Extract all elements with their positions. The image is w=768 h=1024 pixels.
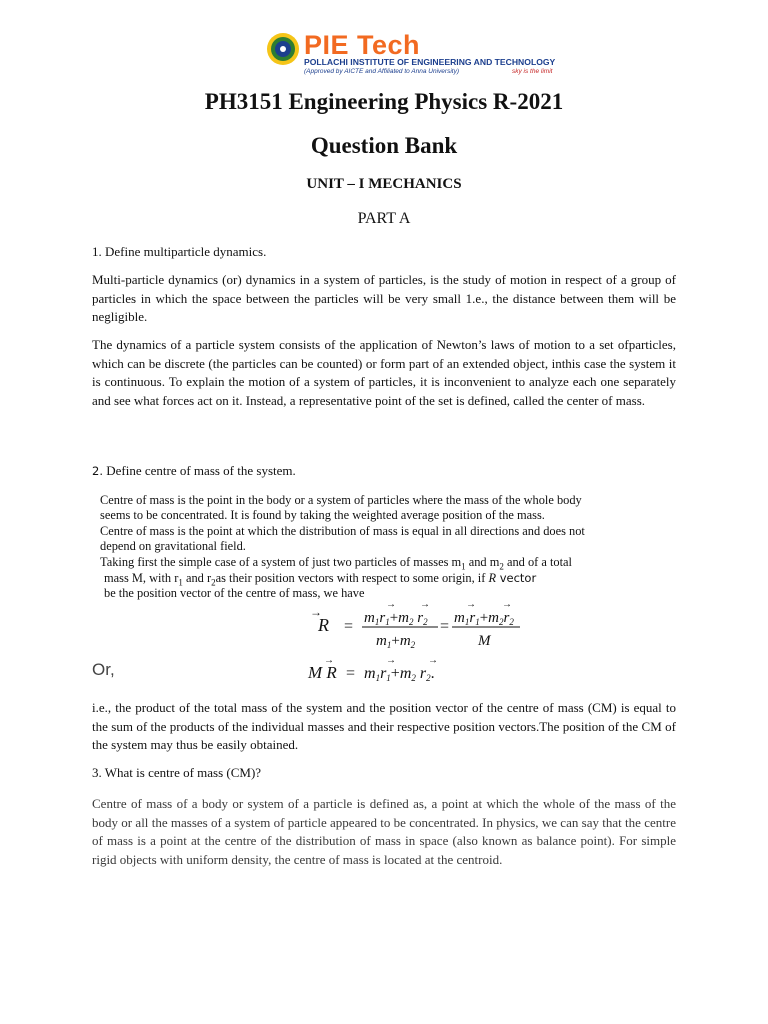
answer-2-line-6: mass M, with $r_1$ and $r_2as$ their position vectors with respect to some origin, if R vector: [104, 571, 537, 588]
logo-name: PIE Tech: [304, 30, 421, 60]
svg-text:→: →: [324, 655, 334, 666]
svg-text:m1r1+m2 r2: $m_1r_1+m_2$ $r_2$: [364, 610, 428, 627]
part-title: PART A: [357, 210, 411, 227]
formula-graphic-2: [306, 652, 466, 686]
document-title: Question Bank: [310, 133, 458, 158]
svg-text:=: =: [346, 665, 356, 682]
formula-graphic: [306, 598, 526, 654]
mass-position-formula: [306, 652, 466, 686]
institute-name: POLLACHI INSTITUTE OF ENGINEERING AND TECHNOLOGY: [304, 57, 556, 67]
course-title: PH3151 Engineering Physics R-2021: [204, 89, 564, 114]
R-symbol: R: [318, 615, 329, 635]
svg-text:→: →: [466, 599, 476, 610]
svg-text:m1+m2: $m_1+m_2$: [376, 633, 416, 650]
institute-logo: [266, 32, 300, 66]
svg-text:→: →: [420, 599, 430, 610]
or-label: Or,: [92, 660, 115, 679]
svg-text:→: →: [310, 605, 322, 619]
answer-2-line-3: Centre of mass is the point at which the distribution of mass is equal in all directions and does not: [100, 524, 585, 538]
centre-of-mass-formula: [306, 598, 526, 654]
tagline: sky is the limit: [512, 68, 553, 75]
svg-text:=: =: [344, 618, 354, 635]
unit-title: UNIT – I MECHANICS: [306, 176, 462, 192]
answer-2-line-7: be the position vector of the centre of mass, we have: [104, 586, 365, 600]
svg-text:→: →: [386, 599, 396, 610]
answer-2-line-4: depend on gravitational field.: [100, 539, 246, 553]
question-2-text: Define centre of mass of the system.: [106, 463, 296, 478]
answer-2-line-2: seems to be concentrated. It is found by taking the weighted average position of the mass.: [100, 508, 545, 522]
answer-2-explanation: i.e., the product of the total mass of the system and the position vector of the centre of mass (CM) is equal to the sum of the products of the individual masses and their respective position vectors.The position of the CM of the system may thus be easily obtained.: [92, 700, 676, 752]
question-2: [92, 463, 296, 479]
svg-text:M R: M R: [308, 663, 337, 682]
answer-2-line-5: Taking first the simple case of a system of just two particles of masses $m_1$ and $m_2$ and of a total: [100, 555, 572, 572]
svg-text:→: →: [386, 655, 396, 666]
svg-text:→: →: [428, 655, 438, 666]
svg-text:→: →: [502, 599, 512, 610]
svg-text:=: =: [440, 618, 450, 635]
question-1: 1. Define multiparticle dynamics.: [92, 244, 267, 259]
answer-1-para-2: The dynamics of a particle system consists of the application of Newton’s laws of motion to a set ofparticles, which can be discrete (the particles can be counted) or form part of an extended object, inthis case the system it is continuous. To explain the motion of a system of particles, it is inconvenient to analyze each one separately and see what forces act on it. Instead, a representative point of the set is defined, called the center of mass.: [92, 337, 676, 408]
question-2-number: 2.: [92, 464, 103, 478]
question-3: 3. What is centre of mass (CM)?: [92, 765, 262, 780]
svg-text:m1r1+m2 r2.: m1r1+m2 r2.: [364, 665, 435, 683]
emblem-icon: [266, 32, 300, 66]
answer-3: Centre of mass of a body or system of a particle is defined as, a point at which the whole of the mass of the body or all the masses of a system of particle appeared to be concentrated. In physics, we can say that the centre of mass is a point at the centre of the distribution of mass in space (also known as balance point). For simple rigid objects with uniform density, the centre of mass is located at the centroid.: [92, 796, 676, 867]
answer-1-para-1: Multi-particle dynamics (or) dynamics in a system of particles, is the study of motion in respect of a group of particles in which the space between the particles will be very small 1.e., the distance between them will be negligible.: [92, 272, 676, 324]
answer-2-line-1: Centre of mass is the point in the body or a system of particles where the mass of the whole body: [100, 493, 582, 507]
svg-text:m1r1+m2r2: $m_1r_1+m_2r_2$: [454, 610, 514, 627]
approval-note: (Approved by AICTE and Affiliated to Anna University): [304, 68, 459, 75]
svg-text:M: M: [478, 633, 491, 649]
